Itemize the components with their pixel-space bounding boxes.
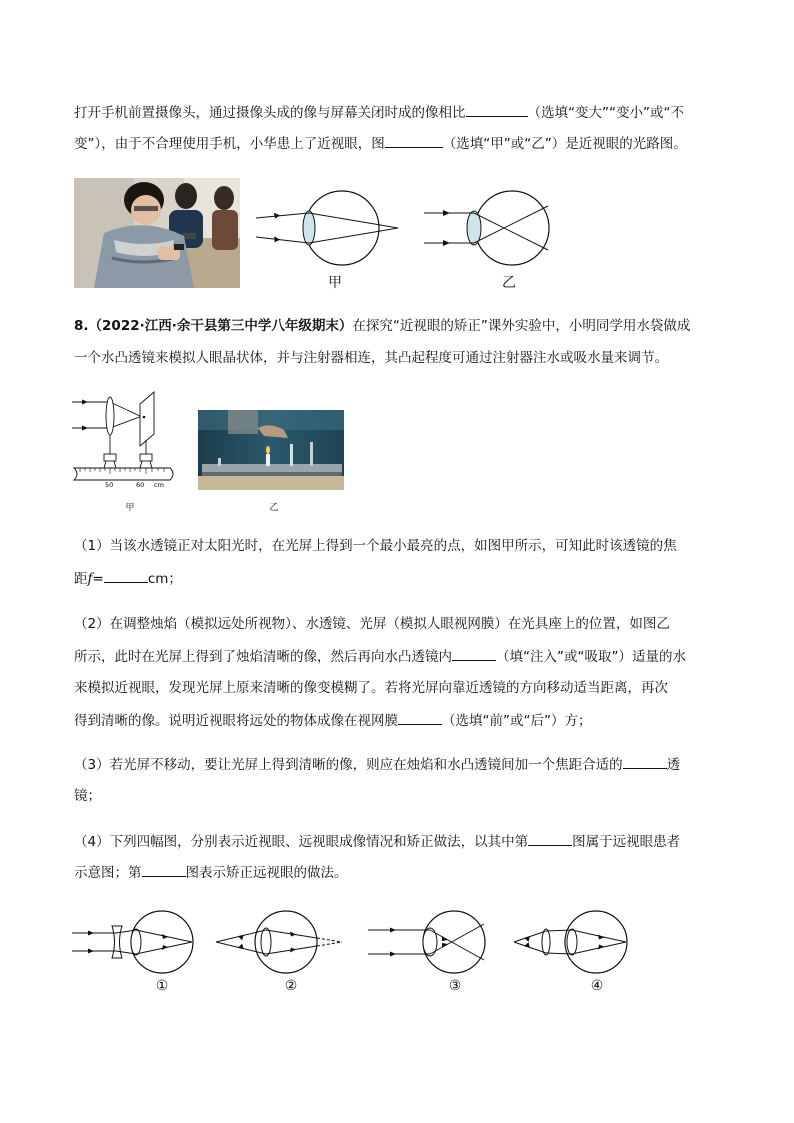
- q8-line-2: 一个水凸透镜来模拟人眼晶状体，并与注射器相连，其凸起程度可通过注射器注水或吸水量来调节。: [74, 350, 668, 366]
- ruler-label-60: 60: [136, 481, 145, 489]
- q8-part2-line-1: （2）在调整烛焰（模拟远处所视物）、水透镜、光屏（模拟人眼视网膜）在光具座上的位置，如图乙: [74, 616, 670, 632]
- answer-blank[interactable]: [398, 710, 442, 725]
- q7-line-2: 变”），由于不合理使用手机，小华患上了近视眼，图 （选填“甲”或“乙”）是近视眼的光路图。: [74, 133, 687, 154]
- eye-diagram-3: [366, 908, 496, 1000]
- eye-diagram-4: [510, 908, 640, 1000]
- q8-part3-line-1: （3）若光屏不移动，要让光屏上得到清晰的像，则应在烛焰和水凸透镜间加一个焦距合适的 透: [74, 754, 680, 775]
- lens-screen-svg: [70, 390, 180, 500]
- fig-caption: 乙: [502, 275, 516, 291]
- answer-blank[interactable]: [623, 754, 667, 769]
- fig-label: ②: [284, 978, 298, 994]
- q8-part2-line-4: 得到清晰的像。说明近视眼将远处的物体成像在视网膜 （选填“前”或“后”）方；: [74, 710, 591, 731]
- fig-caption: 甲: [328, 275, 342, 291]
- answer-blank[interactable]: [452, 646, 496, 661]
- q8-part1-line-2: 距f= cm；: [74, 568, 182, 589]
- answer-blank[interactable]: [142, 862, 186, 877]
- q8-part2-line-2: 所示，此时在光屏上得到了烛焰清晰的像，然后再向水凸透镜内 （填“注入”或“吸取”）适量的水: [74, 646, 686, 667]
- eye-optics-svg: [72, 908, 202, 980]
- fig-label: ④: [590, 978, 604, 994]
- q8-part4-line-1: （4）下列四幅图，分别表示近视眼、远视眼成像情况和矫正做法，以其中第 图属于远视眼患者: [74, 831, 680, 852]
- ruler-unit: cm: [154, 481, 164, 489]
- answer-blank[interactable]: [466, 102, 528, 117]
- question-source: （2022·江西·余干县第三中学八年级期末）: [88, 318, 353, 334]
- q8-part1-line-1: （1）当该水透镜正对太阳光时，在光屏上得到一个最小最亮的点，如图甲所示，可知此时该透镜的焦: [74, 538, 677, 554]
- fig-caption: 乙: [269, 503, 279, 513]
- q8-part3-line-2: 镜；: [74, 788, 101, 804]
- eye-optics-svg: [366, 908, 496, 980]
- q7-line-1: 打开手机前置摄像头，通过摄像头成的像与屏幕关闭时成的像相比 （选填“变大”“变小”或“不: [74, 102, 684, 123]
- eye-diagram-yi: [422, 182, 582, 294]
- candle-lens-photo: [198, 410, 344, 490]
- q8-part4-line-2: 示意图；第 图表示矫正远视眼的做法。: [74, 862, 348, 883]
- q8-line-1: 8.（2022·江西·余干县第三中学八年级期末）在探究“近视眼的矫正”课外实验中，小明同学用水袋做成: [74, 318, 691, 334]
- fig-label: ①: [155, 978, 169, 994]
- ruler-label-50: 50: [105, 481, 114, 489]
- eye-optics-svg: [510, 908, 640, 980]
- fig-caption: 甲: [125, 503, 135, 513]
- eye-diagram-1: [72, 908, 202, 1000]
- answer-blank[interactable]: [528, 831, 572, 846]
- answer-blank[interactable]: [385, 133, 443, 148]
- eye-diagram-jia: [250, 182, 410, 294]
- lens-ruler-diagram: [70, 390, 180, 518]
- students-phone-photo: [74, 178, 240, 288]
- fig-label: ③: [448, 978, 462, 994]
- eye-diagram-2: [214, 908, 354, 1000]
- eye-optics-svg: [214, 908, 354, 980]
- answer-blank[interactable]: [104, 568, 148, 583]
- question-number: 8.: [74, 318, 89, 334]
- q8-part2-line-3: 来模拟近视眼，发现光屏上原来清晰的像变模糊了。若将光屏向靠近透镜的方向移动适当距离，再次: [74, 680, 668, 696]
